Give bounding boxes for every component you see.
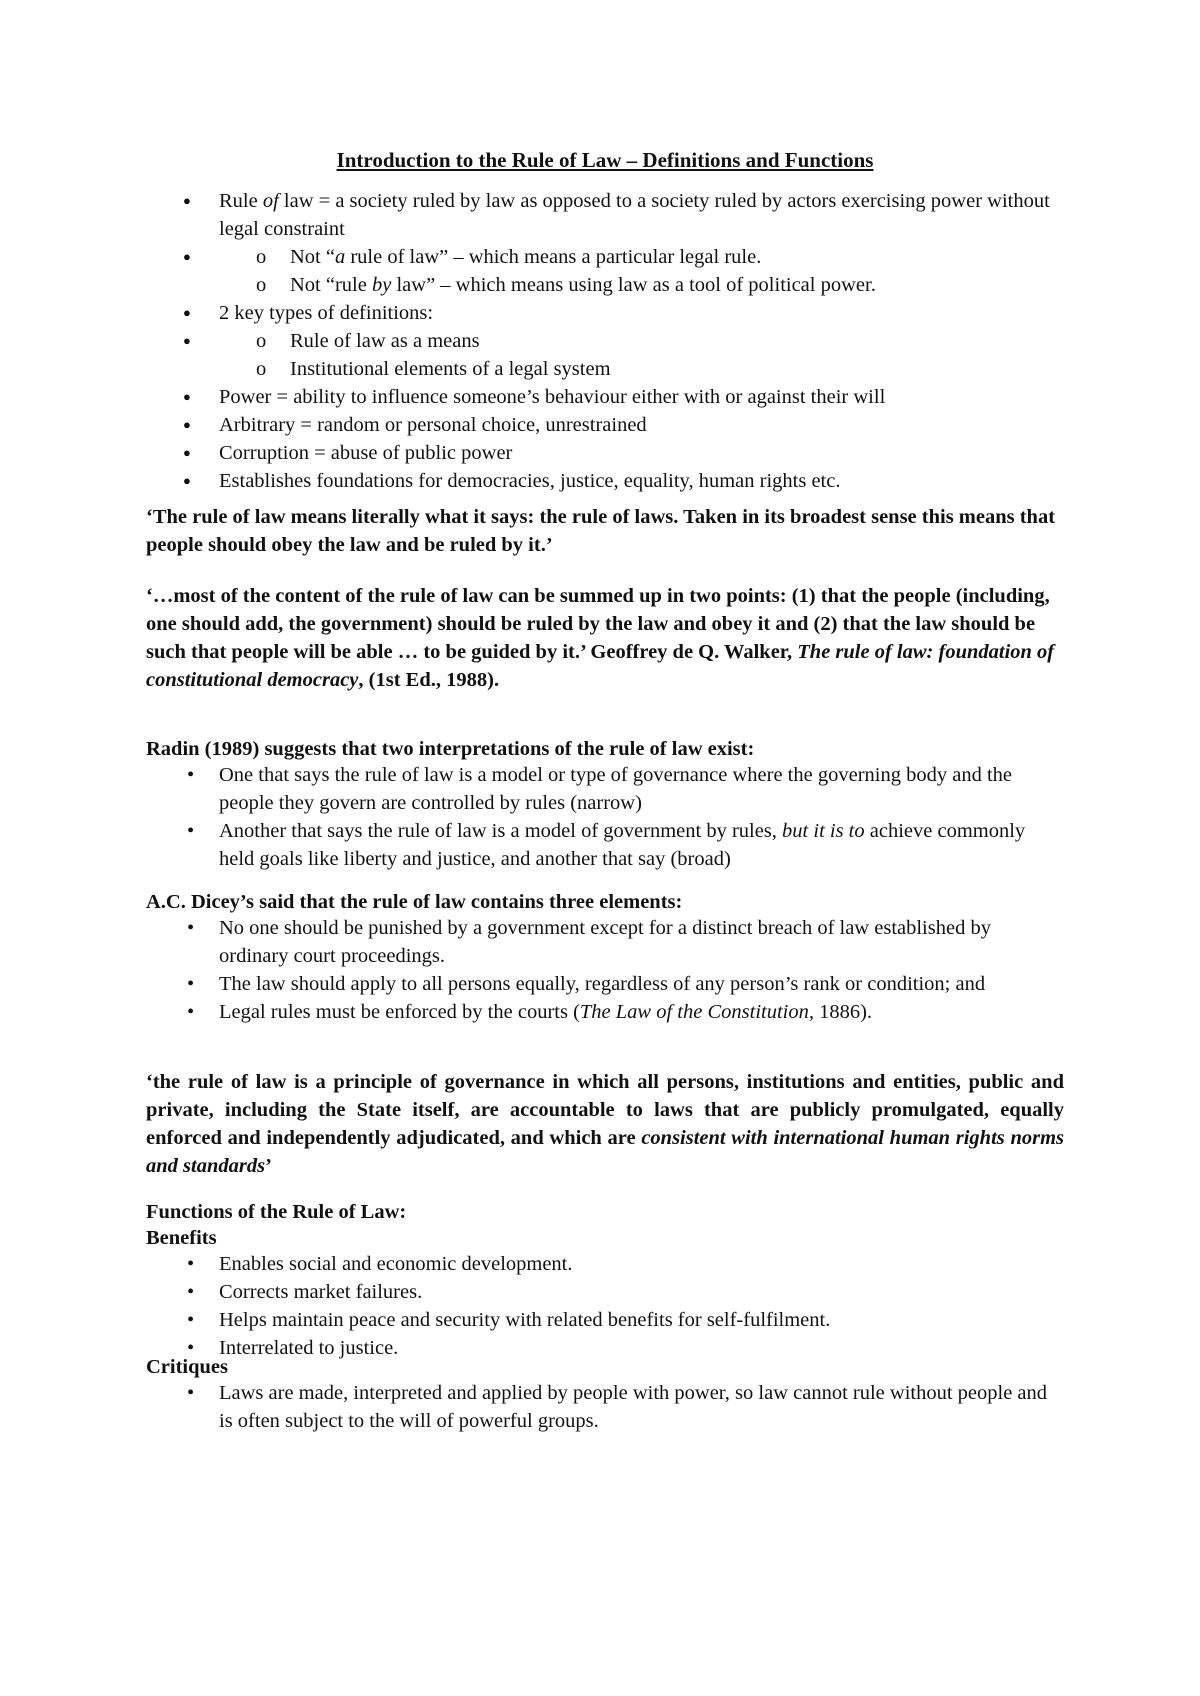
sub-list-wrapper [0,243,1200,299]
intro-list [0,187,1200,495]
benefits-heading: Benefits [146,1227,217,1249]
list-item: • Legal rules must be enforced by the courts (The Law of the Constitution, 1886). [0,998,1200,1026]
radin-heading: Radin (1989) suggests that two interpretations of the rule of law exist: [146,738,755,760]
list-item: • Interrelated to justice. [0,1334,1200,1362]
list-item: ● Rule of law = a society ruled by law as opposed to a society ruled by actors exercising power without legal constraint [0,187,1200,243]
functions-heading: Functions of the Rule of Law: [146,1201,407,1223]
list-item: ● 2 key types of definitions: [0,299,1200,327]
list-item: ● Arbitrary = random or personal choice, unrestrained [0,411,1200,439]
sub-list-item: o Institutional elements of a legal system [0,355,1200,383]
sub-list [0,243,1200,299]
sub-list-item: o ● Rule of law as a means [0,327,1200,355]
page-title: Introduction to the Rule of Law – Definitions and Functions [336,148,874,172]
sub-list [0,327,1200,383]
sub-list-item: o Not “rule by law” – which means using law as a tool of political power. [0,271,1200,299]
quote-rule-of-laws: ‘The rule of law means literally what it says: the rule of laws. Taken in its broadest sense this means that people should obey the law and be ruled by it.’ [146,506,1056,556]
benefits-list [0,1250,1200,1362]
list-item: • No one should be punished by a government except for a distinct breach of law established by ordinary court proceedings. [0,914,1200,970]
list-item: • Corrects market failures. [0,1278,1200,1306]
list-item: ● Power = ability to influence someone’s behaviour either with or against their will [0,383,1200,411]
dicey-list [0,914,1200,1026]
list-item: • The law should apply to all persons equally, regardless of any person’s rank or condition; and [0,970,1200,998]
list-item: ● Establishes foundations for democracies, justice, equality, human rights etc. [0,467,1200,495]
list-item: • Another that says the rule of law is a model of government by rules, but it is to achieve commonly held goals like liberty and justice, and another that say (broad) [0,817,1200,873]
critiques-list [0,1379,1200,1435]
critiques-heading: Critiques [146,1356,228,1378]
quote-walker: ‘…most of the content of the rule of law can be summed up in two points: (1) that the people (including, one should add, the government) should be ruled by the law and obey it and (2) that the law should be such that people will be able … to be guided by it.’ Geoffrey de Q. Walker, The rule of law: foundation of constitutional democracy, (1st Ed., 1988). [146,585,1055,691]
quote-un-definition: ‘the rule of law is a principle of governance in which all persons, institutions and entities, public and private, including the State itself, are accountable to laws that are publicly promulgated, equally enforced and independently adjudicated, and which are consistent with international human rights norms and standards’ [146,1071,1065,1177]
sub-list-wrapper [0,327,1200,383]
list-item: • One that says the rule of law is a model or type of governance where the governing body and the people they govern are controlled by rules (narrow) [0,761,1200,817]
list-item: • Enables social and economic development. [0,1250,1200,1278]
dicey-heading: A.C. Dicey’s said that the rule of law contains three elements: [146,891,683,913]
list-item: ● Corruption = abuse of public power [0,439,1200,467]
list-item: • Laws are made, interpreted and applied by people with power, so law cannot rule without people and is often subject to the will of powerful groups. [0,1379,1200,1435]
radin-list [0,761,1200,873]
list-item: • Helps maintain peace and security with related benefits for self-fulfilment. [0,1306,1200,1334]
sub-list-item: o ● Not “a rule of law” – which means a particular legal rule. [0,243,1200,271]
